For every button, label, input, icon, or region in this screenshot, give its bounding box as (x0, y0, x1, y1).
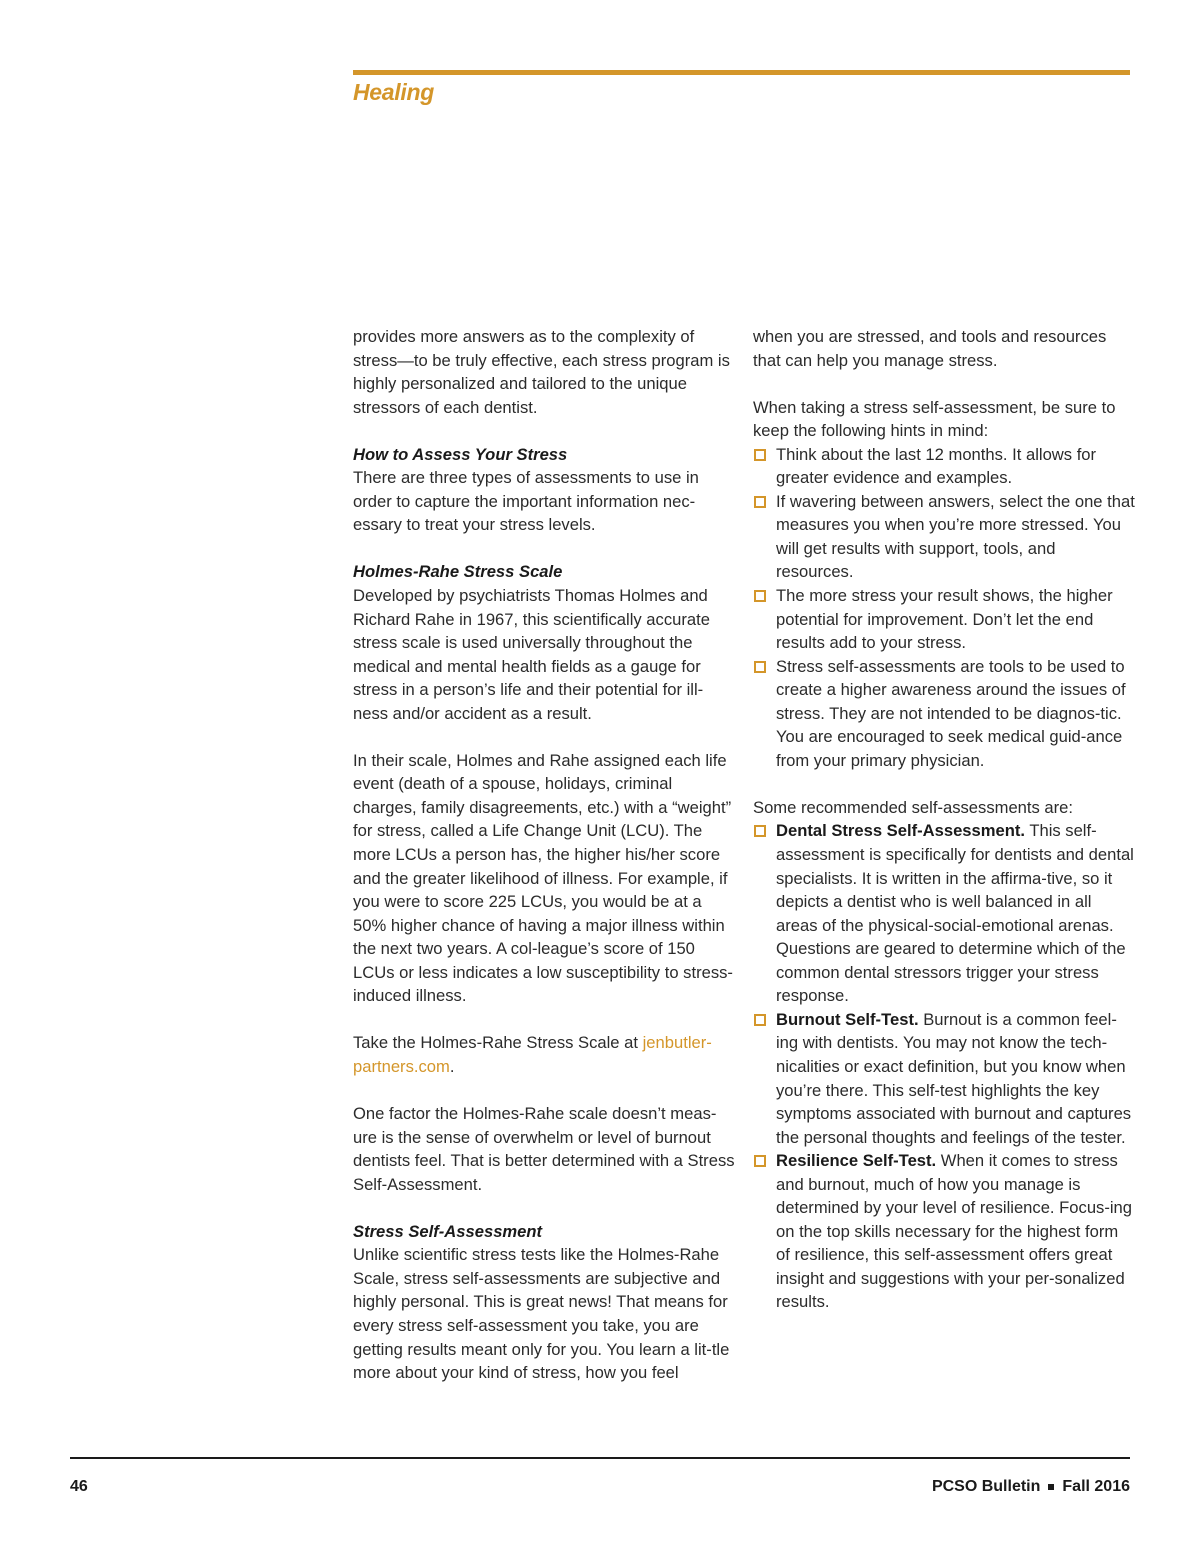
paragraph: One factor the Holmes-Rahe scale doesn’t meas-ure is the sense of overwhelm or level of burnout dentists feel. That is better determined with a Stress Self-Assessment. (353, 1104, 735, 1194)
list-item (753, 655, 1135, 773)
hints-list (753, 443, 1135, 773)
issue-name: Fall 2016 (1062, 1478, 1130, 1495)
separator-square-icon (1048, 1484, 1054, 1490)
list-item-text: Stress self-assessments are tools to be used to create a higher awareness around the issues of stress. They are not intended to be diagnos-tic. You are encouraged to seek medical guid-ance from your primary physician. (776, 656, 1126, 770)
list-item-text: Burnout is a common feel-ing with dentists. You may not know the tech-nicalities or exact definition, but you know when you’re there. This self-test highlights the key symptoms associated with burnout and captures the personal thoughts and feelings of the tester. (776, 1009, 1132, 1147)
page-number: 46 (70, 1478, 88, 1495)
list-item-text: Think about the last 12 months. It allows for greater evidence and examples. (776, 444, 1097, 488)
square-bullet-icon (754, 449, 766, 461)
paragraph-with-link (353, 1031, 735, 1078)
list-item-term: Resilience Self-Test. (776, 1151, 937, 1171)
section-title: Healing (353, 79, 434, 105)
list-item (753, 1008, 1135, 1149)
left-column (353, 325, 735, 1385)
link-trail-text: . (449, 1056, 455, 1076)
paragraph: There are three types of assessments to use in order to capture the important information nec-essary to treat your stress levels. (353, 468, 699, 535)
paragraph: Developed by psychiatrists Thomas Holmes and Richard Rahe in 1967, this scientifically accurate stress scale is used universally throughout the medical and mental health fields as a gauge for stress in a person’s life and their potential for ill-ness and/or accident as a result. (353, 586, 710, 723)
square-bullet-icon (754, 590, 766, 602)
footer-rule (70, 1457, 1130, 1459)
recommended-list (753, 819, 1135, 1313)
square-bullet-icon (754, 825, 766, 837)
list-item (753, 1149, 1135, 1314)
paragraph: provides more answers as to the complexity of stress—to be truly effective, each stress program is highly personalized and tailored to the unique stressors of each dentist. (353, 327, 730, 417)
list-item-text: The more stress your result shows, the higher potential for improvement. Don’t let the end results add to your stress. (776, 586, 1113, 653)
header-rule (353, 70, 1130, 75)
square-bullet-icon (754, 661, 766, 673)
link-lead-text: Take the Holmes-Rahe Stress Scale at (353, 1033, 643, 1053)
list-item-term: Dental Stress Self-Assessment. (776, 821, 1026, 841)
paragraph: In their scale, Holmes and Rahe assigned each life event (death of a spouse, holidays, criminal charges, family disagreements, etc.) with a “weight” for stress, called a Life Change Unit (LCU). The more LCUs a person has, the higher his/her score and the greater likelihood of illness. For example, if you were to score 225 LCUs, you would be at a 50% higher chance of having a major illness within the next two years. A col-league’s score of 150 LCUs or less indicates a low susceptibility to stress-induced illness. (353, 750, 733, 1006)
right-column (753, 325, 1135, 1314)
list-item-text: When it comes to stress and burnout, much of how you manage is determined by your level of resilience. Focus-ing on the top skills necessary for the highest form of resilience, this self-assessment offers great insight and suggestions with your per-sonalized results. (776, 1151, 1133, 1312)
list-item-text: If wavering between answers, select the one that measures you when you’re more stressed. You will get results with support, tools, and resources. (776, 491, 1135, 582)
list-item (753, 443, 1135, 490)
website-link[interactable]: jenbutler-partners.com (353, 1033, 712, 1076)
square-bullet-icon (754, 496, 766, 508)
square-bullet-icon (754, 1155, 766, 1167)
recommended-intro: Some recommended self-assessments are: (753, 797, 1074, 817)
paragraph: Unlike scientific stress tests like the Holmes-Rahe Scale, stress self-assessments are subjective and highly personal. This is great news! That means for every stress self-assessment you take, you are getting results meant only for you. You learn a lit-tle more about your kind of stress, how you feel (353, 1245, 730, 1383)
square-bullet-icon (754, 1014, 766, 1026)
list-item (753, 490, 1135, 584)
list-item (753, 819, 1135, 1007)
footer-publication (932, 1478, 1130, 1496)
list-item (753, 584, 1135, 655)
list-item-term: Burnout Self-Test. (776, 1009, 919, 1029)
hints-intro: When taking a stress self-assessment, be sure to keep the following hints in mind: (753, 397, 1116, 441)
subheading-holmes-rahe: Holmes-Rahe Stress Scale (353, 562, 563, 582)
subheading-self-assessment: Stress Self-Assessment (353, 1221, 543, 1241)
paragraph: when you are stressed, and tools and resources that can help you manage stress. (753, 327, 1107, 370)
subheading-assess: How to Assess Your Stress (353, 444, 568, 464)
publication-name: PCSO Bulletin (931, 1478, 1041, 1495)
list-item-text: This self-assessment is specifically for dentists and dental specialists. It is written in the affirma-tive, so it depicts a dentist who is well balanced in all areas of the physical-social-emotional arenas. Questions are geared to determine which of the common dental stressors trigger your stress response. (776, 821, 1134, 1006)
